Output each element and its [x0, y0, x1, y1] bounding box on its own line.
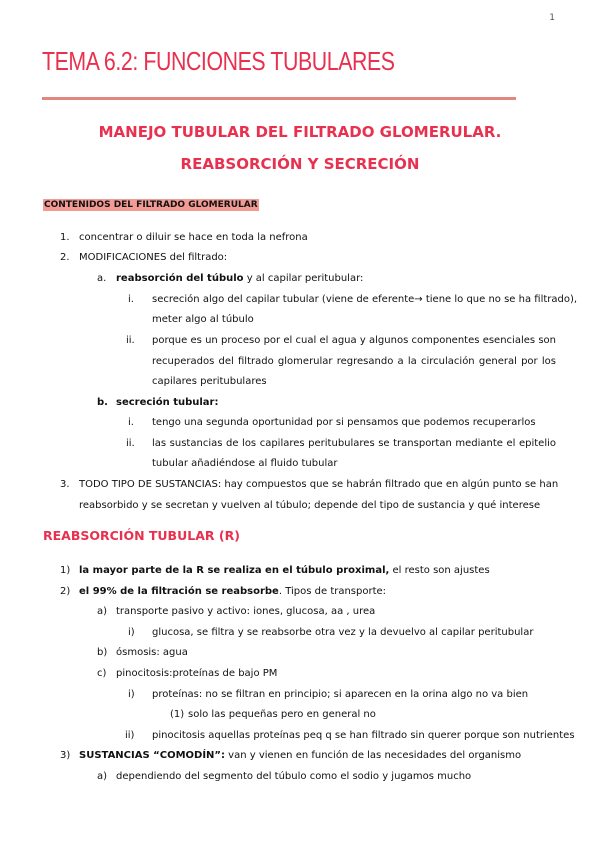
- list-marker: i.: [128, 417, 134, 428]
- list-item-line: recuperados del filtrado glomerular regresando a la circulación general por los: [152, 356, 556, 367]
- list-item-line: tubular añadiéndose al fluido tubular: [152, 458, 338, 469]
- list-marker: 3.: [60, 479, 70, 490]
- list-marker: i): [128, 689, 135, 700]
- list-item: [79, 749, 521, 762]
- list-item: transporte pasivo y activo: iones, glucosa, aa , urea: [116, 606, 376, 617]
- reabsorcion-heading: REABSORCIÓN TUBULAR (R): [43, 528, 240, 543]
- list-item-rest: van y vienen en función de las necesidades del organismo: [225, 750, 522, 761]
- list-item-bold: SUSTANCIAS “COMODÍN”:: [79, 750, 225, 761]
- list-marker: 2): [60, 586, 71, 597]
- list-item: secreción tubular:: [116, 397, 219, 408]
- list-item: pinocitosis:proteínas de bajo PM: [116, 668, 278, 679]
- list-item-line: meter algo al túbulo: [152, 314, 254, 325]
- list-marker: (1): [170, 709, 185, 720]
- list-item-rest: el resto son ajustes: [389, 565, 490, 576]
- list-item: dependiendo del segmento del túbulo como el sodio y jugamos mucho: [116, 771, 472, 782]
- list-item: pinocitosis aquellas proteínas peq q se han filtrado sin querer porque son nutrientes: [152, 730, 575, 741]
- list-marker: i): [128, 627, 135, 638]
- page-title: TEMA 6.2: FUNCIONES TUBULARES: [42, 46, 395, 76]
- list-marker: ii.: [126, 335, 135, 346]
- list-marker: b.: [97, 397, 108, 408]
- list-item-line: TODO TIPO DE SUSTANCIAS: hay compuestos que se habrán filtrado que en algún punto se han: [79, 479, 559, 490]
- list-marker: ii): [125, 730, 135, 741]
- list-item-bold: el 99% de la filtración se reabsorbe: [79, 586, 279, 597]
- list-marker: c): [97, 668, 107, 679]
- list-item: concentrar o diluir se hace en toda la nefrona: [79, 232, 308, 243]
- subtitle-line-1: MANEJO TUBULAR DEL FILTRADO GLOMERULAR.: [98, 123, 502, 141]
- list-marker: 1): [60, 565, 71, 576]
- list-marker: 2.: [60, 252, 70, 263]
- list-item: [79, 564, 490, 577]
- list-marker: a.: [97, 273, 107, 284]
- subtitle-line-2: REABSORCIÓN Y SECRECIÓN: [180, 155, 420, 173]
- list-marker: a): [97, 606, 108, 617]
- list-item-line: las sustancias de los capilares peritubulares se transportan mediante el epitelio: [152, 438, 556, 449]
- list-item-line: capilares peritubulares: [152, 376, 267, 387]
- list-marker: 3): [60, 750, 71, 761]
- list-item: glucosa, se filtra y se reabsorbe otra vez y la devuelvo al capilar peritubular: [152, 627, 534, 638]
- list-item-bold: reabsorción del túbulo: [116, 273, 244, 284]
- title-divider: [42, 97, 516, 100]
- list-item: ósmosis: agua: [116, 647, 188, 658]
- contenidos-heading: CONTENIDOS DEL FILTRADO GLOMERULAR: [44, 200, 258, 210]
- list-item-line: secreción algo del capilar tubular (viene de eferente→ tiene lo que no se ha filtrado),: [152, 294, 578, 305]
- list-item: MODIFICACIONES del filtrado:: [79, 252, 228, 263]
- list-item: solo las pequeñas pero en general no: [188, 709, 376, 720]
- list-marker: a): [97, 771, 108, 782]
- list-item-bold: la mayor parte de la R se realiza en el túbulo proximal,: [79, 565, 390, 576]
- list-item-line: reabsorbido y se secretan y vuelven al túbulo; depende del tipo de sustancia y qué interese: [79, 500, 541, 511]
- list-item: [116, 272, 363, 285]
- list-marker: b): [97, 647, 108, 658]
- list-item: proteínas: no se filtran en principio; si aparecen en la orina algo no va bien: [152, 689, 529, 700]
- list-marker: i.: [128, 294, 134, 305]
- list-marker: ii.: [126, 438, 135, 449]
- list-item-line: porque es un proceso por el cual el agua y algunos componentes esenciales son: [152, 335, 556, 346]
- list-item: [79, 585, 386, 598]
- list-item-rest: y al capilar peritubular:: [243, 273, 364, 284]
- list-marker: 1.: [60, 232, 70, 243]
- list-item: tengo una segunda oportunidad por si pensamos que podemos recuperarlos: [152, 417, 536, 428]
- page-number: 1: [549, 13, 555, 23]
- list-item-rest: . Tipos de transporte:: [278, 586, 387, 597]
